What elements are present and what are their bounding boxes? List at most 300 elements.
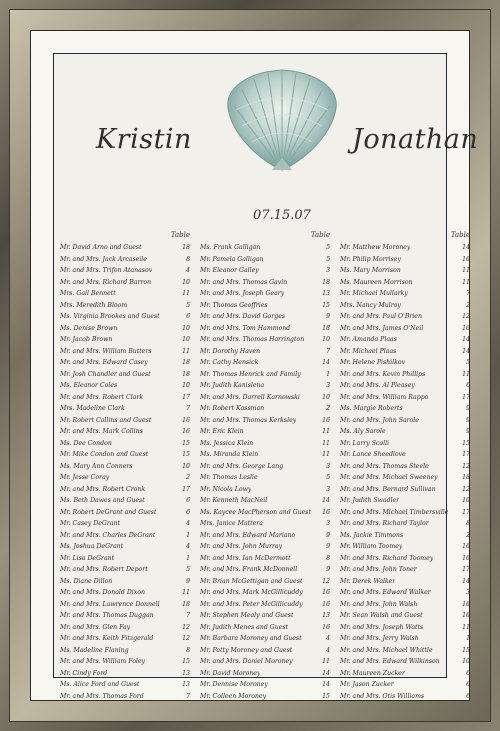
table-number: 5 bbox=[186, 301, 190, 309]
guest-name: Mr. William Toomey bbox=[340, 543, 403, 550]
table-number: 15 bbox=[322, 692, 330, 700]
table-number: 16 bbox=[322, 600, 330, 608]
guest-row bbox=[200, 311, 332, 323]
guest-name: Mr. Sean Walsh and Guest bbox=[340, 612, 423, 619]
guest-row bbox=[60, 403, 192, 415]
guest-row bbox=[340, 564, 472, 576]
guest-name: Mr. and Mrs. Edward Casey bbox=[60, 359, 148, 366]
table-number: 17 bbox=[182, 393, 190, 401]
guest-row bbox=[340, 645, 472, 657]
guest-name: Mr. Lance Sheedlove bbox=[340, 451, 406, 458]
table-number: 11 bbox=[322, 428, 330, 435]
table-number: 16 bbox=[462, 543, 470, 550]
table-number: 13 bbox=[322, 290, 330, 297]
table-number: 10 bbox=[182, 462, 190, 470]
table-number: 14 bbox=[462, 577, 470, 585]
guest-name: Mr. Thomas Henrick and Family bbox=[200, 370, 301, 378]
guest-name: Mr. and Mrs. John Walsh bbox=[340, 600, 418, 608]
table-number: 8 bbox=[326, 554, 330, 562]
table-number: 12 bbox=[182, 623, 190, 631]
guest-name: Mr. Thomas Geoffries bbox=[200, 301, 268, 309]
table-number: 7 bbox=[186, 692, 190, 700]
guest-name: Mr. Casey DeGrant bbox=[60, 520, 120, 527]
guest-row bbox=[200, 541, 332, 553]
guest-row bbox=[340, 668, 472, 680]
guest-name: Mr. and Mrs. Michael Timbersville bbox=[340, 508, 449, 516]
guest-row bbox=[340, 679, 472, 691]
guest-name: Mr. and Mrs. Michael Whittle bbox=[340, 646, 433, 654]
guest-row bbox=[60, 392, 192, 404]
guest-row bbox=[200, 334, 332, 346]
guest-name: Mrs. Janice Mattera bbox=[200, 520, 263, 527]
table-number: 4 bbox=[186, 543, 190, 550]
guest-row bbox=[60, 288, 192, 300]
guest-row bbox=[340, 311, 472, 323]
guest-name: Mrs. Meredith Bloom bbox=[60, 301, 128, 309]
seating-chart-card bbox=[53, 53, 479, 700]
guest-row bbox=[200, 392, 332, 404]
guest-name: Ms. Madeline Flaning bbox=[60, 646, 129, 654]
guest-row bbox=[60, 311, 192, 323]
guest-row bbox=[200, 610, 332, 622]
guest-name: Mr. and Mrs. Robert Cronk bbox=[60, 485, 146, 493]
table-number: 10 bbox=[182, 324, 190, 332]
guest-row bbox=[60, 691, 192, 703]
guest-name: Ms. Jessica Klein bbox=[200, 439, 254, 447]
guest-row bbox=[60, 484, 192, 496]
table-number: 13 bbox=[182, 681, 190, 688]
table-number: 17 bbox=[462, 566, 470, 573]
table-number: 4 bbox=[186, 267, 190, 274]
guest-row bbox=[200, 622, 332, 634]
table-number: 18 bbox=[322, 324, 330, 332]
table-number: 11 bbox=[182, 589, 190, 596]
guest-row bbox=[60, 426, 192, 438]
table-number: 5 bbox=[466, 359, 470, 366]
guest-name: Mr. and Mrs. Richard Toomey bbox=[340, 554, 434, 562]
guest-name: Mr. Jacob Brown bbox=[60, 336, 113, 343]
table-number: 14 bbox=[322, 681, 330, 688]
guest-name: Mr. Jason Zucker bbox=[340, 681, 394, 688]
guest-row bbox=[60, 576, 192, 588]
guest-row bbox=[200, 553, 332, 565]
table-number: 10 bbox=[182, 382, 190, 389]
guest-row bbox=[340, 334, 472, 346]
guest-row bbox=[340, 346, 472, 358]
table-number: 18 bbox=[182, 359, 190, 366]
guest-name: Mr. and Mrs. Frank McDonnell bbox=[200, 566, 298, 573]
table-number: 16 bbox=[462, 612, 470, 619]
table-number: 12 bbox=[462, 313, 470, 320]
guest-name: Mr. and Mrs. Keith Fitzgerald bbox=[60, 635, 154, 642]
guest-row bbox=[340, 610, 472, 622]
table-header: Table bbox=[450, 231, 470, 239]
guest-name: Mr. and Mrs. Richard Barron bbox=[60, 278, 152, 286]
guest-row bbox=[340, 541, 472, 553]
guest-name: Mr. Eleanor Galley bbox=[200, 267, 259, 274]
guest-name: Ms. Dee Condon bbox=[60, 439, 112, 447]
guest-row bbox=[340, 300, 472, 312]
guest-name: Mr. Judith Kanislena bbox=[200, 382, 265, 389]
table-number: 6 bbox=[466, 681, 470, 688]
guest-name: Mr. and Mrs. Edward Wilkinson bbox=[340, 658, 440, 665]
guest-name: Mr. Barbara Moroney and Guest bbox=[200, 635, 302, 642]
table-number: 18 bbox=[462, 474, 470, 481]
guest-name: Ms. Eleanor Coles bbox=[60, 382, 118, 389]
guest-name: Mr. Michael Mullarky bbox=[340, 290, 408, 297]
table-number: 3 bbox=[326, 462, 330, 470]
table-number: 10 bbox=[182, 336, 190, 343]
table-number: 9 bbox=[466, 416, 470, 424]
guest-name: Ms. Maureen Morrison bbox=[340, 278, 413, 286]
guest-row bbox=[200, 369, 332, 381]
guest-row bbox=[200, 587, 332, 599]
table-number: 11 bbox=[462, 267, 470, 274]
table-number: 12 bbox=[322, 577, 330, 585]
table-number: 9 bbox=[326, 531, 330, 539]
table-number: 5 bbox=[186, 566, 190, 573]
guest-name: Mr. David Moroney bbox=[200, 669, 261, 677]
guest-row bbox=[60, 587, 192, 599]
table-header: Table bbox=[170, 231, 190, 239]
table-number: 10 bbox=[322, 393, 330, 401]
table-number: 14 bbox=[462, 336, 470, 343]
guest-row bbox=[200, 415, 332, 427]
guest-name: Ms. Beth Dawes and Guest bbox=[60, 497, 145, 504]
guest-row bbox=[60, 265, 192, 277]
table-number: 11 bbox=[462, 278, 470, 286]
guest-name: Mr. and Mrs. John Toner bbox=[340, 566, 417, 573]
table-number: 6 bbox=[466, 382, 470, 389]
guest-name: Mr. Michael Plaas bbox=[340, 347, 397, 355]
guest-row bbox=[340, 380, 472, 392]
guest-row bbox=[340, 392, 472, 404]
guest-name: Mr. Robert DeGrant and Guest bbox=[60, 508, 157, 516]
table-number: 17 bbox=[462, 393, 470, 401]
table-number: 11 bbox=[462, 623, 470, 631]
guest-row bbox=[60, 645, 192, 657]
guest-name: Mr. and Mrs. Charles DeGrant bbox=[60, 531, 156, 539]
guest-name: Mr. and Mrs. William Foley bbox=[60, 658, 146, 665]
guest-row bbox=[340, 426, 472, 438]
table-number: 9 bbox=[326, 543, 330, 550]
guest-row bbox=[200, 599, 332, 611]
table-number: 10 bbox=[182, 278, 190, 286]
guest-name: Mrs. Gail Bennett bbox=[60, 290, 116, 297]
table-number: 3 bbox=[326, 267, 330, 274]
guest-row bbox=[60, 668, 192, 680]
guest-row bbox=[200, 254, 332, 266]
guest-row bbox=[340, 254, 472, 266]
guest-name: Mr. and Mrs. James O'Neil bbox=[340, 324, 424, 332]
guest-row bbox=[60, 541, 192, 553]
guest-name: Mr. Cindy Ford bbox=[60, 669, 108, 677]
guest-row bbox=[340, 369, 472, 381]
guest-name: Mr. and Mrs. Tom Hammond bbox=[200, 324, 291, 332]
guest-name: Mr. Thomas Leslie bbox=[200, 474, 258, 481]
guest-name: Mr. Philip Morrisey bbox=[340, 255, 401, 263]
guest-row bbox=[340, 265, 472, 277]
table-number: 5 bbox=[326, 474, 330, 481]
guest-row bbox=[60, 530, 192, 542]
guest-name: Mr. and Mrs. Edward Walker bbox=[340, 589, 431, 596]
guest-name: Mr. and Mrs. Darrell Karnowski bbox=[200, 393, 300, 401]
table-number: 10 bbox=[462, 497, 470, 504]
guest-row bbox=[340, 622, 472, 634]
table-number: 2 bbox=[466, 531, 470, 539]
guest-row bbox=[60, 438, 192, 450]
guest-name: Mr. Kenneth MacNeil bbox=[200, 497, 268, 504]
guest-name: Ms. Frank Galligan bbox=[200, 244, 261, 251]
guest-name: Mr. and Mrs. William Butters bbox=[60, 347, 152, 355]
table-number: 11 bbox=[322, 439, 330, 447]
guest-name: Mr. Judith Menes and Guest bbox=[200, 623, 289, 631]
guest-name: Mr. and Mrs. Thomas Ford bbox=[60, 692, 144, 700]
guest-row bbox=[340, 403, 472, 415]
guest-name: Mr. Robert Collins and Guest bbox=[60, 416, 152, 424]
guest-row bbox=[340, 576, 472, 588]
guest-name: Mr. Helene Pishilkov bbox=[340, 359, 406, 366]
guest-name: Ms. Virginia Brookes and Guest bbox=[60, 313, 160, 320]
guest-name: Mr. and Mrs. Ian McDermott bbox=[200, 554, 291, 562]
guest-name: Mr. and Mrs. Richard Taylor bbox=[340, 520, 429, 527]
guest-name: Mr. and Mrs. Al Pleasey bbox=[340, 382, 415, 389]
guest-row bbox=[340, 472, 472, 484]
guest-row bbox=[340, 691, 472, 703]
guest-name: Mr. Stephen Mealy and Guest bbox=[200, 612, 294, 619]
guest-row bbox=[200, 357, 332, 369]
table-number: 14 bbox=[322, 669, 330, 677]
guest-name: Mr. Dennise Moroney bbox=[200, 681, 268, 688]
table-number: 6 bbox=[466, 669, 470, 677]
guest-name: Mr. and Mrs. Joseph Watts bbox=[340, 623, 424, 631]
guest-name: Ms. Alice Ford and Guest bbox=[60, 681, 140, 688]
table-number: 10 bbox=[322, 336, 330, 343]
guest-row bbox=[200, 691, 332, 703]
guest-row bbox=[60, 599, 192, 611]
guest-name: Mr. and Mrs. Otis Williams bbox=[340, 692, 425, 700]
table-number: 15 bbox=[182, 439, 190, 447]
guest-name: Mr. and Mrs. Peter McGillicuddy bbox=[200, 600, 303, 608]
table-number: 12 bbox=[462, 485, 470, 493]
guest-row bbox=[60, 633, 192, 645]
guest-name: Mr. and Mrs. Daniel Moroney bbox=[200, 658, 293, 665]
table-number: 11 bbox=[322, 658, 330, 665]
table-number: 16 bbox=[462, 554, 470, 562]
table-number: 14 bbox=[462, 244, 470, 251]
guest-name: Mr. and Mrs. Bernard Sullivan bbox=[340, 485, 436, 493]
guest-name: Mrs. Madeline Clark bbox=[60, 405, 125, 412]
guest-row bbox=[340, 357, 472, 369]
guest-name: Mr. Robert Kassman bbox=[200, 405, 265, 412]
table-number: 8 bbox=[186, 255, 190, 263]
table-number: 16 bbox=[322, 589, 330, 596]
guest-row bbox=[200, 564, 332, 576]
guest-row bbox=[340, 599, 472, 611]
guest-name: Mr. Judith Swadler bbox=[340, 497, 400, 504]
table-number: 5 bbox=[326, 244, 330, 251]
guest-name: Mr. Matthew Moroney bbox=[340, 244, 411, 251]
table-number: 18 bbox=[182, 600, 190, 608]
frame-molding bbox=[9, 9, 491, 722]
guest-name: Mr. and Mrs. Paul O'Brien bbox=[340, 313, 422, 320]
guest-row bbox=[60, 610, 192, 622]
guest-row bbox=[60, 300, 192, 312]
guest-name: Mr. and Mrs. Thomas Duggan bbox=[60, 612, 154, 619]
guest-name: Mr. Amanda Plaas bbox=[340, 336, 397, 343]
table-number: 4 bbox=[326, 635, 330, 642]
table-number: 18 bbox=[182, 244, 190, 251]
guest-row bbox=[200, 265, 332, 277]
table-number: 3 bbox=[326, 520, 330, 527]
table-number: 9 bbox=[466, 428, 470, 435]
table-number: 17 bbox=[182, 485, 190, 493]
table-number: 3 bbox=[466, 589, 470, 596]
guest-row bbox=[60, 346, 192, 358]
table-number: 3 bbox=[326, 382, 330, 389]
guest-row bbox=[340, 438, 472, 450]
guest-row bbox=[340, 633, 472, 645]
groom-name: Jonathan bbox=[352, 124, 479, 155]
guest-row bbox=[60, 495, 192, 507]
guest-name: Mrs. Nancy Mulroy bbox=[340, 301, 401, 309]
table-number: 7 bbox=[186, 612, 190, 619]
guest-name: Mr. Jesse Coray bbox=[60, 474, 110, 481]
guest-row bbox=[340, 656, 472, 668]
table-number: 11 bbox=[322, 451, 330, 458]
guest-name: Mr. and Mrs. Mark Collins bbox=[60, 428, 143, 435]
guest-row bbox=[200, 426, 332, 438]
table-header: Table bbox=[310, 231, 330, 239]
table-number: 6 bbox=[186, 497, 190, 504]
scallop-shell-icon bbox=[222, 66, 342, 176]
guest-row bbox=[60, 507, 192, 519]
guest-name: Mr. Derek Walker bbox=[340, 577, 396, 585]
guest-row bbox=[60, 254, 192, 266]
guest-name: Ms. Kaycee MacPherson and Guest bbox=[200, 508, 311, 516]
table-number: 2 bbox=[466, 301, 470, 309]
table-number: 11 bbox=[462, 370, 470, 378]
guest-row bbox=[200, 518, 332, 530]
guest-row bbox=[200, 277, 332, 289]
table-number: 6 bbox=[466, 692, 470, 700]
guest-name: Mr. and Mrs. Robert Deport bbox=[60, 566, 148, 573]
guest-name: Mr. and Mrs. Lawrence Donnell bbox=[60, 600, 160, 608]
guest-row bbox=[200, 495, 332, 507]
table-number: 16 bbox=[322, 623, 330, 631]
table-number: 9 bbox=[466, 405, 470, 412]
guest-row bbox=[200, 472, 332, 484]
guest-name: Mr. and Mrs. Kevin Phillips bbox=[340, 370, 426, 378]
guest-row bbox=[200, 656, 332, 668]
guest-name: Mr. and Mrs. Edward Mariano bbox=[200, 531, 296, 539]
table-number: 16 bbox=[182, 416, 190, 424]
guest-name: Mr. and Mrs. David Gorges bbox=[200, 313, 286, 320]
table-number: 7 bbox=[326, 347, 330, 355]
guest-name: Mr. and Mrs. Trifon Atanasov bbox=[60, 267, 153, 274]
guest-row bbox=[340, 449, 472, 461]
guest-name: Mr. Lisa DeGrant bbox=[60, 554, 115, 562]
guest-row bbox=[200, 242, 332, 254]
guest-name: Mr. and Mrs. Jerry Walsh bbox=[340, 635, 419, 642]
guest-row bbox=[340, 530, 472, 542]
guest-row bbox=[60, 415, 192, 427]
guest-row bbox=[340, 415, 472, 427]
table-number: 16 bbox=[322, 508, 330, 516]
guest-name: Ms. Denise Brown bbox=[60, 324, 118, 332]
guest-row bbox=[60, 622, 192, 634]
guest-row bbox=[200, 403, 332, 415]
guest-row bbox=[60, 656, 192, 668]
table-number: 7 bbox=[466, 290, 470, 297]
guest-name: Mr. Pamela Galligan bbox=[200, 255, 264, 263]
table-number: 1 bbox=[186, 531, 190, 539]
table-number: 16 bbox=[462, 255, 470, 263]
guest-name: Mr. Josh Chandler and Guest bbox=[60, 370, 151, 378]
table-number: 13 bbox=[182, 669, 190, 677]
table-number: 3 bbox=[326, 485, 330, 493]
guest-row bbox=[60, 472, 192, 484]
table-number: 9 bbox=[186, 577, 190, 585]
table-number: 15 bbox=[182, 451, 190, 458]
guest-row bbox=[340, 277, 472, 289]
guest-row bbox=[60, 357, 192, 369]
guest-name: Mr. and Mrs. Donald Dixon bbox=[60, 589, 145, 596]
guest-row bbox=[200, 288, 332, 300]
table-number: 6 bbox=[186, 313, 190, 320]
guest-row bbox=[200, 380, 332, 392]
table-number: 5 bbox=[326, 255, 330, 263]
guest-name: Mr. Mike Condon and Guest bbox=[60, 451, 149, 458]
guest-name: Mr. and Mrs. Michael Sweeney bbox=[340, 474, 438, 481]
guest-name: Ms. Jackie Timmons bbox=[340, 531, 404, 539]
guest-name: Mr. Eric Klein bbox=[200, 428, 244, 435]
guest-row bbox=[60, 518, 192, 530]
table-number: 1 bbox=[326, 370, 330, 378]
guest-name: Mr. and Mrs. Mark McGillicuddy bbox=[200, 589, 303, 596]
guest-name: Mr. and Mrs. John Murray bbox=[200, 543, 283, 550]
guest-row bbox=[340, 587, 472, 599]
wedding-date: 07.15.07 bbox=[253, 208, 311, 223]
guest-row bbox=[200, 323, 332, 335]
guest-name: Mr. and Mrs. Glen Fay bbox=[60, 623, 131, 631]
guest-name: Mr. and Mrs. Thomas Kerksley bbox=[200, 416, 297, 424]
guest-name: Mr. and Mrs. Joseph Geary bbox=[200, 290, 285, 297]
guest-row bbox=[200, 679, 332, 691]
guest-row bbox=[340, 553, 472, 565]
table-number: 4 bbox=[186, 520, 190, 527]
guest-row bbox=[60, 277, 192, 289]
guest-column-2 bbox=[200, 231, 332, 702]
guest-row bbox=[60, 334, 192, 346]
table-number: 8 bbox=[186, 646, 190, 654]
table-number: 13 bbox=[322, 612, 330, 619]
guest-row bbox=[60, 449, 192, 461]
guest-row bbox=[60, 380, 192, 392]
guest-row bbox=[200, 449, 332, 461]
table-number: 18 bbox=[322, 278, 330, 286]
guest-name: Mr. and Mrs. John Sarole bbox=[340, 416, 419, 424]
guest-column-1 bbox=[60, 231, 192, 702]
guest-row bbox=[200, 633, 332, 645]
table-number: 15 bbox=[462, 439, 470, 447]
guest-name: Mr. and Mrs. William Rappo bbox=[340, 393, 429, 401]
table-number: 14 bbox=[322, 497, 330, 504]
table-number: 16 bbox=[182, 428, 190, 435]
guest-name: Ms. Margie Roberts bbox=[340, 405, 403, 412]
table-number: 2 bbox=[186, 474, 190, 481]
guest-name: Mr. and Mrs. Thomas Gavin bbox=[200, 278, 288, 286]
